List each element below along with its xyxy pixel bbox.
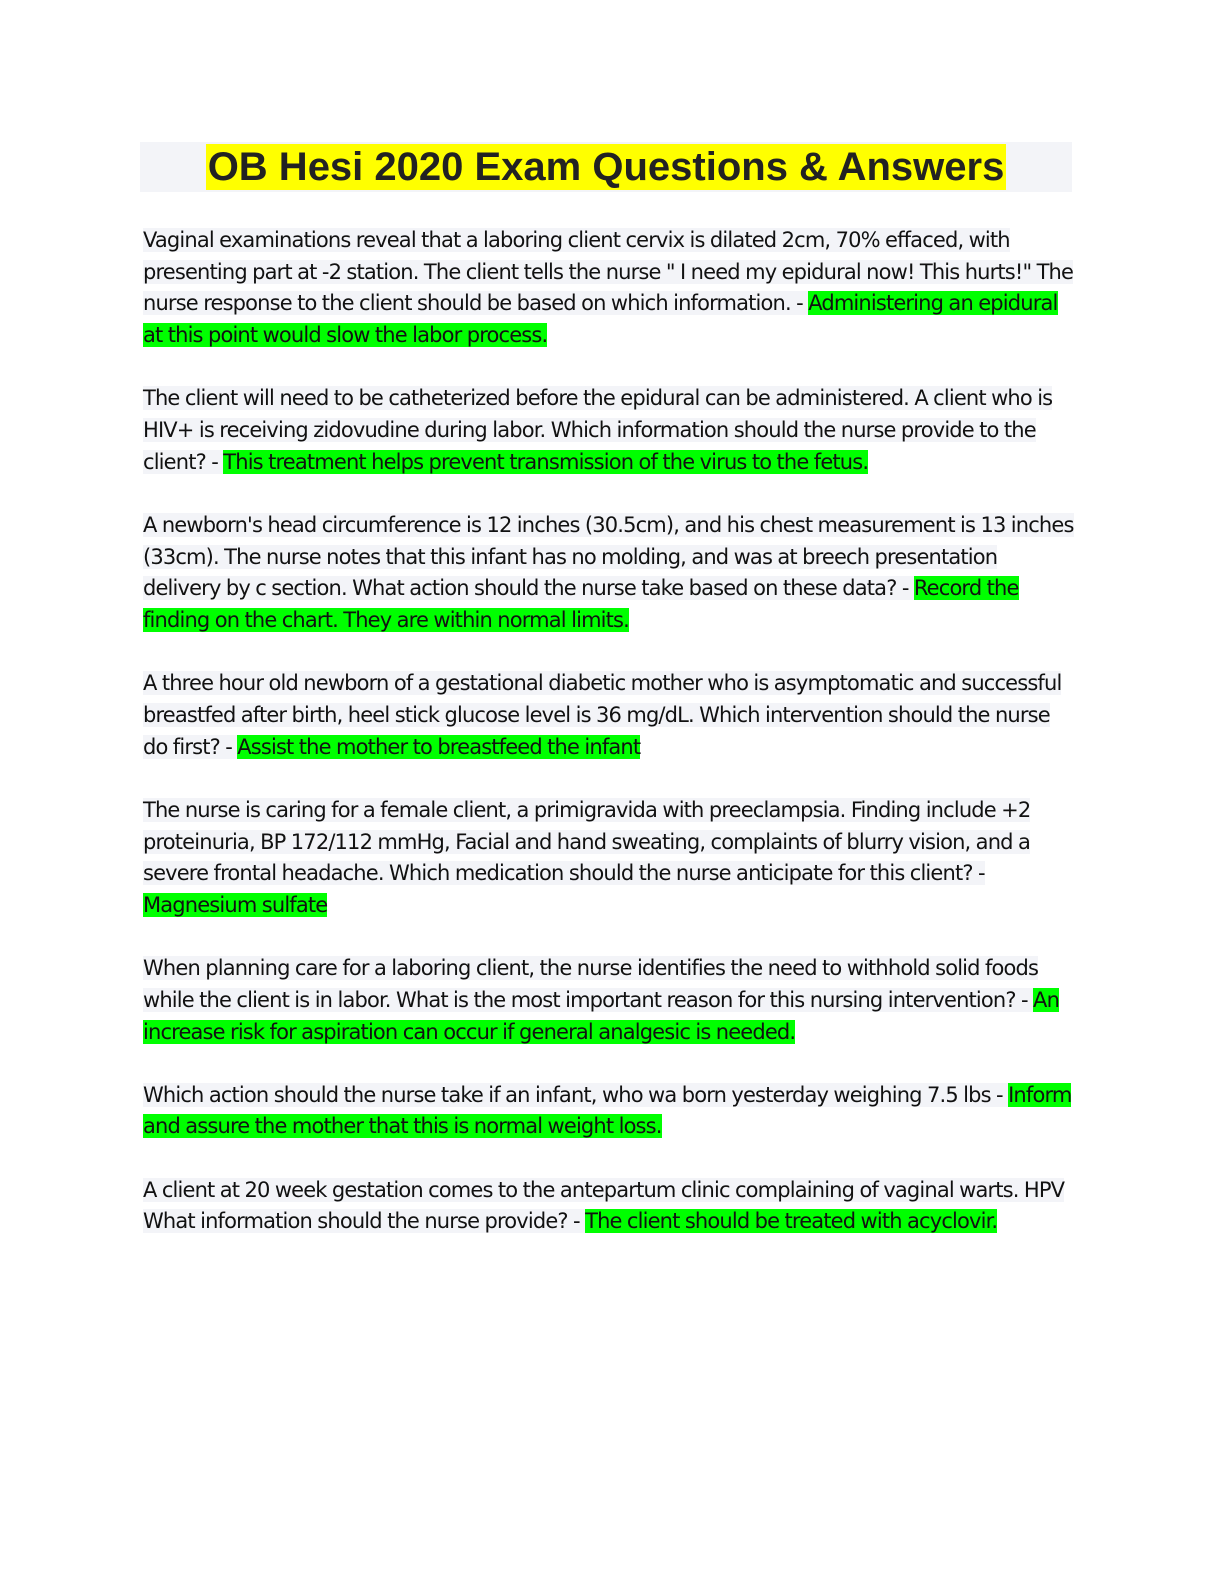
qa-item (143, 383, 1078, 478)
question-text: The client will need to be catheterized before the epidural can be administered. A client who is HIV+ is receiving zidovudine during labor. Which information should the nurse provide to the client? - (143, 386, 1053, 474)
qa-item (143, 1080, 1078, 1143)
qa-item (143, 225, 1078, 352)
question-text: When planning care for a laboring client, the nurse identifies the need to withhold solid foods while the client is in labor. What is the most important reason for this nursing intervention? - (143, 956, 1039, 1012)
qa-list (143, 225, 1078, 1270)
document-title: OB Hesi 2020 Exam Questions & Answers (207, 145, 1005, 189)
qa-item (143, 510, 1078, 637)
qa-item (143, 1175, 1078, 1238)
question-text: The nurse is caring for a female client, a primigravida with preeclampsia. Finding include +2 proteinuria, BP 172/112 mmHg, Facial and hand sweating, complaints of blurry vision, and a severe frontal headache. Which medication should the nurse anticipate for this client? - (143, 797, 1031, 886)
title-band (140, 142, 1072, 192)
qa-item (143, 953, 1078, 1048)
qa-item (143, 668, 1078, 763)
answer-text: An increase risk for aspiration can occur if general analgesic is needed. (143, 987, 1060, 1044)
answer-text: The client should be treated with acyclovir. (585, 1209, 998, 1234)
answer-text: Magnesium sulfate (143, 892, 328, 917)
answer-text: Record the finding on the chart. They are within normal limits. (143, 576, 1019, 633)
answer-text: This treatment helps prevent transmission of the virus to the fetus. (223, 449, 869, 474)
answer-text: Inform and assure the mother that this is normal weight loss. (143, 1082, 1072, 1139)
answer-text: Administering an epidural at this point would slow the labor process. (143, 291, 1058, 348)
answer-text: Assist the mother to breastfeed the infant (237, 734, 641, 759)
question-text: Which action should the nurse take if an infant, who wa born yesterday weighing 7.5 lbs - (143, 1082, 1009, 1107)
question-text: A newborn's head circumference is 12 inches (30.5cm), and his chest measurement is 13 inches (33cm). The nurse notes that this infant has no molding, and was at breech presentation delivery by c section. What action should the nurse take based on these data? - (143, 512, 1074, 601)
qa-item (143, 795, 1078, 922)
question-text: A client at 20 week gestation comes to the antepartum clinic complaining of vaginal warts. HPV What information should the nurse provide? - (143, 1177, 1065, 1234)
question-text: Vaginal examinations reveal that a laboring client cervix is dilated 2cm, 70% effaced, with presenting part at -2 station. The client tells the nurse " I need my epidural now! This hurts!" The nurse response to the client should be based on which information. - (143, 228, 1074, 316)
question-text: A three hour old newborn of a gestational diabetic mother who is asymptomatic and successful breastfed after birth, heel stick glucose level is 36 mg/dL. Which intervention should the nurse do first? - (143, 671, 1062, 759)
